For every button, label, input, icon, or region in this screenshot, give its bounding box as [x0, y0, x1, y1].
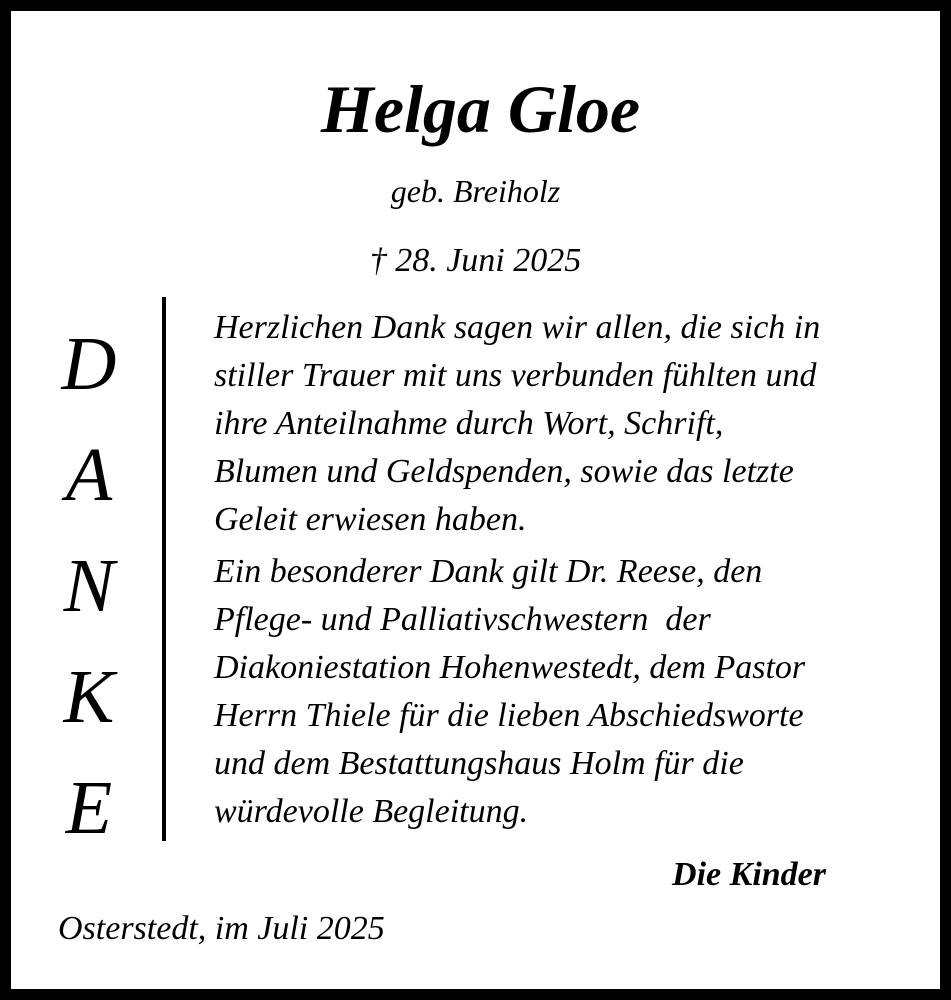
birth-name: geb. Breiholz [390, 173, 561, 209]
danke-letter: K [63, 655, 115, 739]
vertical-divider [162, 297, 166, 841]
text-line: stiller Trauer mit uns verbunden fühlten und [214, 357, 817, 394]
danke-vertical-word [49, 309, 129, 864]
text-line: Blumen und Geldspenden, sowie das letzte [214, 453, 794, 490]
signature: Die Kinder [672, 856, 826, 893]
deceased-name: Helga Gloe [320, 71, 641, 147]
text-line: Geleit erwiesen haben. [214, 501, 527, 538]
text-line: Diakoniestation Hohenwestedt, dem Pastor [214, 649, 806, 686]
text-line: und dem Bestattungshaus Holm für die [214, 745, 744, 782]
thank-you-text [214, 304, 929, 836]
danke-letter: A [65, 433, 113, 517]
danke-letter: E [65, 766, 113, 850]
text-line: würdevolle Begleitung. [214, 793, 529, 830]
text-line: Herrn Thiele für die lieben Abschiedsworte [214, 697, 804, 734]
text-line: Pflege- und Palliativschwestern der [214, 601, 711, 638]
danke-letter: N [63, 544, 115, 628]
special-thanks-paragraph [214, 548, 929, 836]
text-line: Herzlichen Dank sagen wir allen, die sich in [214, 309, 821, 346]
text-line: Ein besonderer Dank gilt Dr. Reese, den [214, 553, 763, 590]
thanks-paragraph [214, 304, 929, 544]
text-line: ihre Anteilnahme durch Wort, Schrift, [214, 405, 724, 442]
place-and-date: Osterstedt, im Juli 2025 [58, 910, 385, 947]
danke-letter: D [61, 322, 117, 406]
death-date: † 28. Juni 2025 [369, 242, 582, 279]
